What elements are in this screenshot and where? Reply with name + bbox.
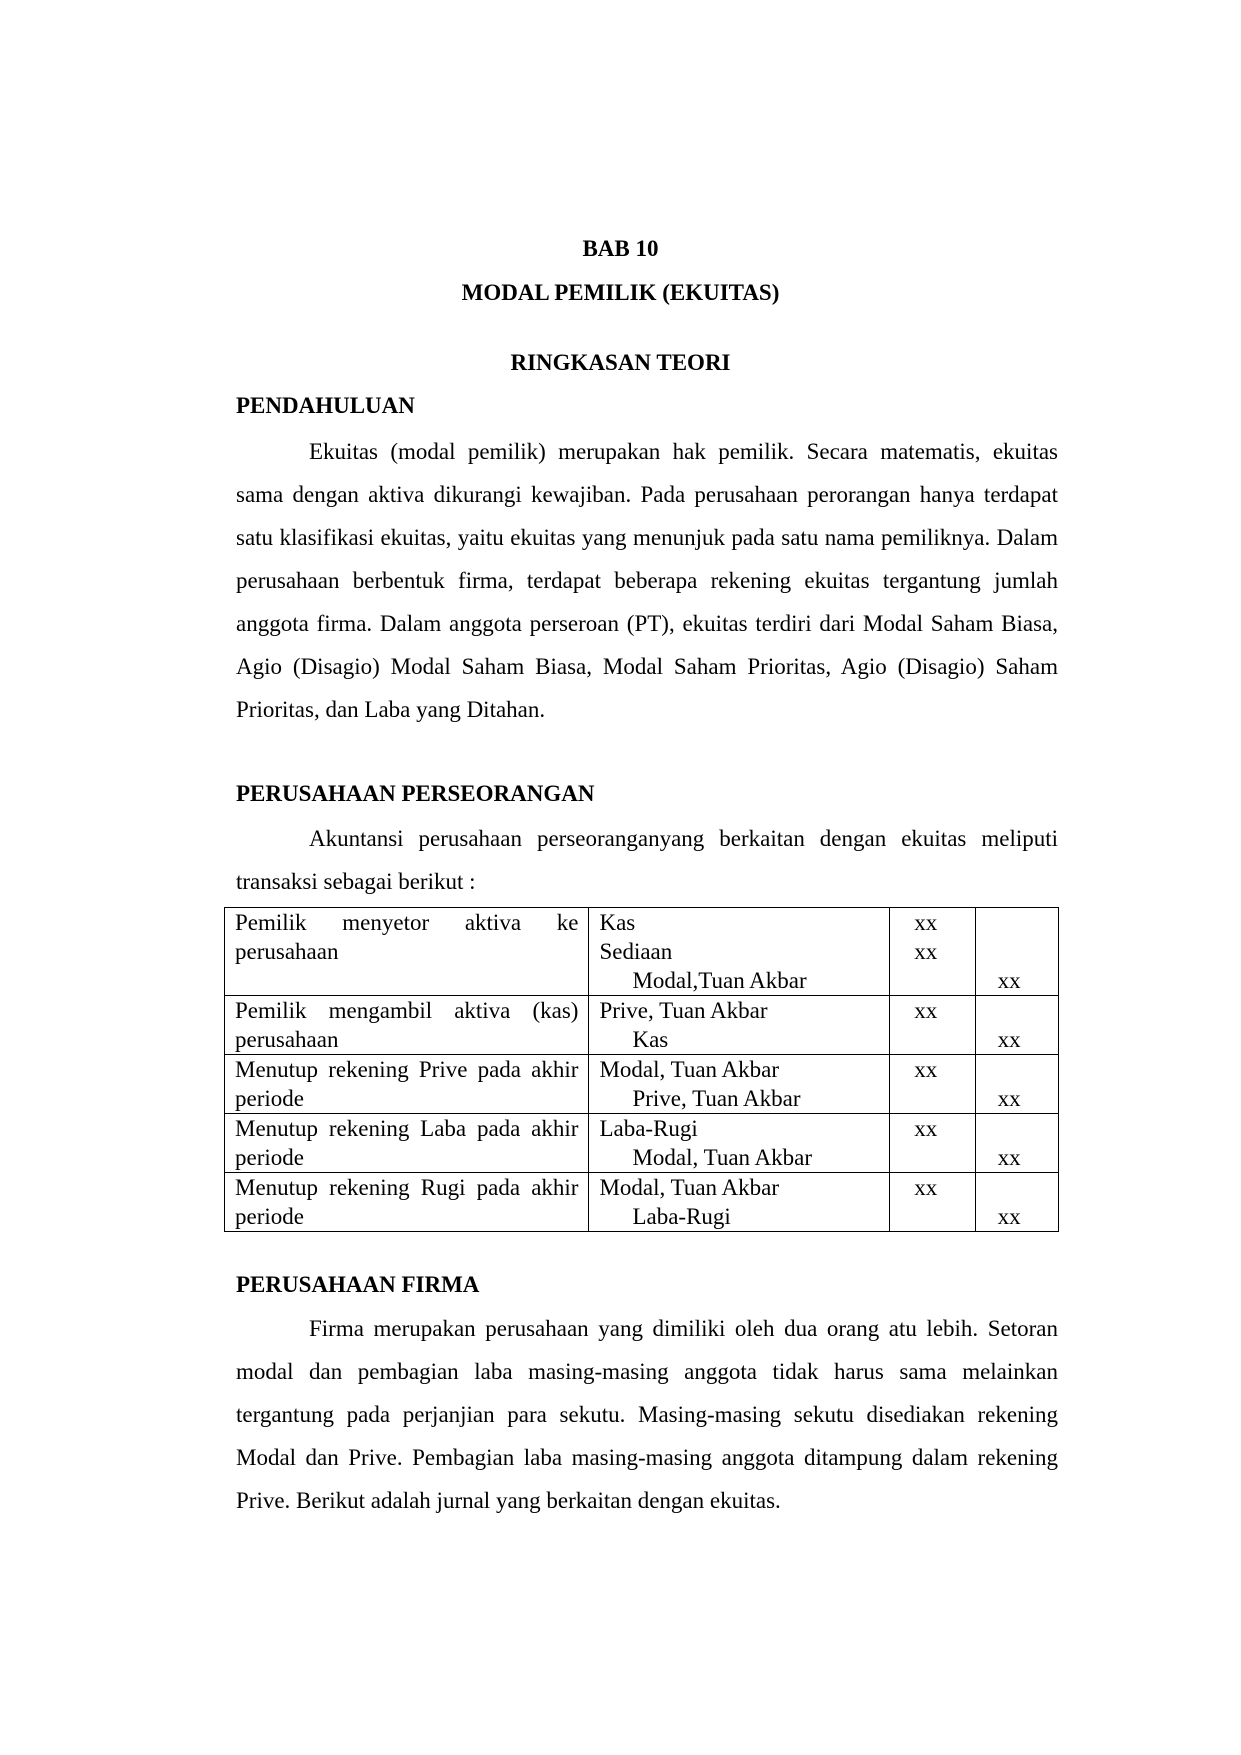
debit-column: xx xx: [890, 908, 975, 996]
debit-column: xx: [890, 1173, 975, 1232]
transaction-description: Menutup rekening Laba pada akhir periode: [225, 1114, 589, 1173]
journal-table: [224, 907, 1059, 1232]
credit-column: xx: [975, 1114, 1058, 1173]
debit-column: xx: [890, 1114, 975, 1173]
transaction-description: Menutup rekening Prive pada akhir periode: [225, 1055, 589, 1114]
paragraph-pendahuluan: Ekuitas (modal pemilik) merupakan hak pemilik. Secara matematis, ekuitas sama dengan aktiva dikurangi kewajiban. Pada perusahaan perorangan hanya terdapat satu klasifikasi ekuitas, yaitu ekuitas yang menunjuk pada satu nama pemiliknya. Dalam perusahaan berbentuk firma, terdapat beberapa rekening ekuitas tergantung jumlah anggota firma. Dalam anggota perseroan (PT), ekuitas terdiri dari Modal Saham Biasa, Agio (Disagio) Modal Saham Biasa, Modal Saham Prioritas, Agio (Disagio) Saham Prioritas, dan Laba yang Ditahan.: [236, 439, 1058, 722]
debit-column: xx: [890, 996, 975, 1055]
debit-column: xx: [890, 1055, 975, 1114]
credit-column: xx: [975, 1173, 1058, 1232]
table-row: [225, 908, 1059, 996]
heading-pendahuluan: PENDAHULUAN: [236, 393, 415, 418]
journal-accounts: Modal, Tuan Akbar Prive, Tuan Akbar: [589, 1055, 890, 1114]
heading-firma: PERUSAHAAN FIRMA: [236, 1272, 480, 1297]
paragraph-perseorangan: Akuntansi perusahaan perseoranganyang berkaitan dengan ekuitas meliputi transaksi sebagai berikut :: [236, 826, 1058, 894]
table-row: [225, 1055, 1059, 1114]
journal-accounts: Kas Sediaan Modal,Tuan Akbar: [589, 908, 890, 996]
transaction-description: Pemilik mengambil aktiva (kas) perusahaan: [225, 996, 589, 1055]
section-subtitle: RINGKASAN TEORI: [510, 350, 731, 375]
credit-column: xx: [975, 996, 1058, 1055]
transaction-description: Pemilik menyetor aktiva ke perusahaan: [225, 908, 589, 996]
table-row: [225, 996, 1059, 1055]
transaction-description: Menutup rekening Rugi pada akhir periode: [225, 1173, 589, 1232]
journal-accounts: Prive, Tuan Akbar Kas: [589, 996, 890, 1055]
journal-accounts: Modal, Tuan Akbar Laba-Rugi: [589, 1173, 890, 1232]
chapter-number: BAB 10: [582, 236, 659, 261]
paragraph-firma: Firma merupakan perusahaan yang dimiliki oleh dua orang atu lebih. Setoran modal dan pembagian laba masing-masing anggota tidak harus sama melainkan tergantung pada perjanjian para sekutu. Masing-masing sekutu disediakan rekening Modal dan Prive. Pembagian laba masing-masing anggota ditampung dalam rekening Prive. Berikut adalah jurnal yang berkaitan dengan ekuitas.: [236, 1316, 1058, 1513]
heading-perseorangan: PERUSAHAAN PERSEORANGAN: [236, 781, 595, 806]
credit-column: xx: [975, 1055, 1058, 1114]
journal-accounts: Laba-Rugi Modal, Tuan Akbar: [589, 1114, 890, 1173]
chapter-title: MODAL PEMILIK (EKUITAS): [461, 280, 780, 305]
credit-column: xx: [975, 908, 1058, 996]
table-row: [225, 1114, 1059, 1173]
table-row: [225, 1173, 1059, 1232]
